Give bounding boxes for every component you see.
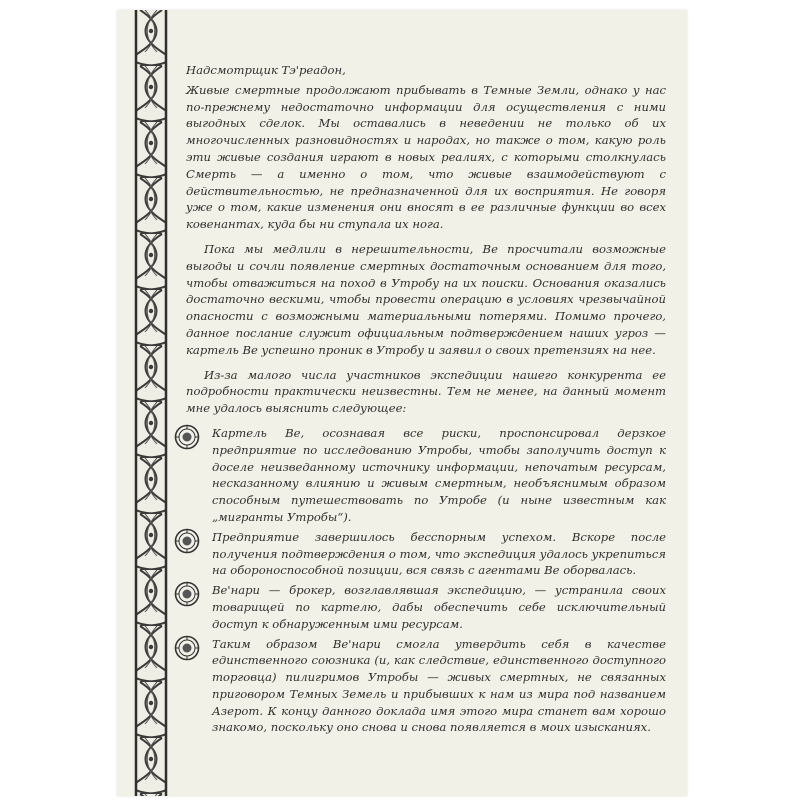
bullet-text-1: Картель Ве, осознавая все риски, проспонсировал дерзкое предприятие по исследованию Утробы, чтобы заполучить доступ к доселе неизведанному источнику информации, непочатым ресурсам, несказанному влиянию и живым смертным, необъяснимым образом способным путешествовать по Утробе (и ныне известным как „мигранты Утробы“). xyxy=(212,425,666,524)
bullet-item-1 xyxy=(186,425,666,526)
bullet-text-3: Ве'нари — брокер, возглавлявшая экспедицию, — устранила своих товарищей по картелю, дабы обеспечить себе исключительный доступ к обнаруженным ими ресурсам. xyxy=(212,583,666,631)
salutation: Надсмотрщик Тэ'реадон, xyxy=(186,63,346,77)
round-medallion-icon xyxy=(174,528,200,554)
bullet-text-4: Таким образом Ве'нари смогла утвердить себя в качестве единственного союзника (и, как следствие, единственного доступного торговца) пилигримов Утробы — живых смертных, не связанных приговором Темных Земель и прибывших к нам из мира под названием Азерот. К концу данного доклада имя этого мира станет вам хорошо знакомо, поскольку оно снова и снова появляется в моих изысканиях. xyxy=(212,636,666,735)
paragraph-1: Живые смертные продолжают прибывать в Темные Земли, однако у нас по-прежнему недостаточно информации для осуществления с ними выгодных сделок. Мы оставались в неведении не только об их многочисленных разновидностях и народах, но также о том, какую роль эти живые создания играют в новых реалиях, с которыми столкнулась Смерть — а именно о том, что живые взаимодействуют с действительностью, не предназначенной для их восприятия. Не говоря уже о том, какие изменения они вносят в ее различные функции во всех ковенантах, куда бы ни ступала их нога. xyxy=(186,82,666,232)
celtic-knot-border xyxy=(134,10,168,796)
paragraph-3: Из-за малого числа участников экспедиции нашего конкурента ее подробности практически неизвестны. Тем не менее, на данный момент мне удалось выяснить следующее: xyxy=(186,367,666,416)
bullet-item-2 xyxy=(186,529,666,579)
bullet-text-2: Предприятие завершилось бесспорным успехом. Вскоре после получения подтверждения о том, что экспедиция удалось укрепиться на обороноспособной позиции, вся связь с агентами Ве оборвалась. xyxy=(212,529,666,578)
letter-body xyxy=(186,62,666,739)
round-medallion-icon xyxy=(174,424,200,450)
bullet-item-4 xyxy=(186,636,666,737)
paragraph-2: Пока мы медлили в нерешительности, Ве просчитали возможные выгоды и сочли появление смертных достаточным основанием для того, чтобы отважиться на поход в Утробу на их поиски. Основания оказались достаточно вескими, чтобы провести операцию в условиях чрезвычайной опасности с возможными материальными потерями. Помимо прочего, данное послание служит официальным подтверждением наших угроз — картель Ве успешно проник в Утробу и заявил о своих претензиях на нее. xyxy=(186,241,666,357)
round-medallion-icon xyxy=(174,635,200,661)
bullet-item-3 xyxy=(186,582,666,632)
round-medallion-icon xyxy=(174,581,200,607)
